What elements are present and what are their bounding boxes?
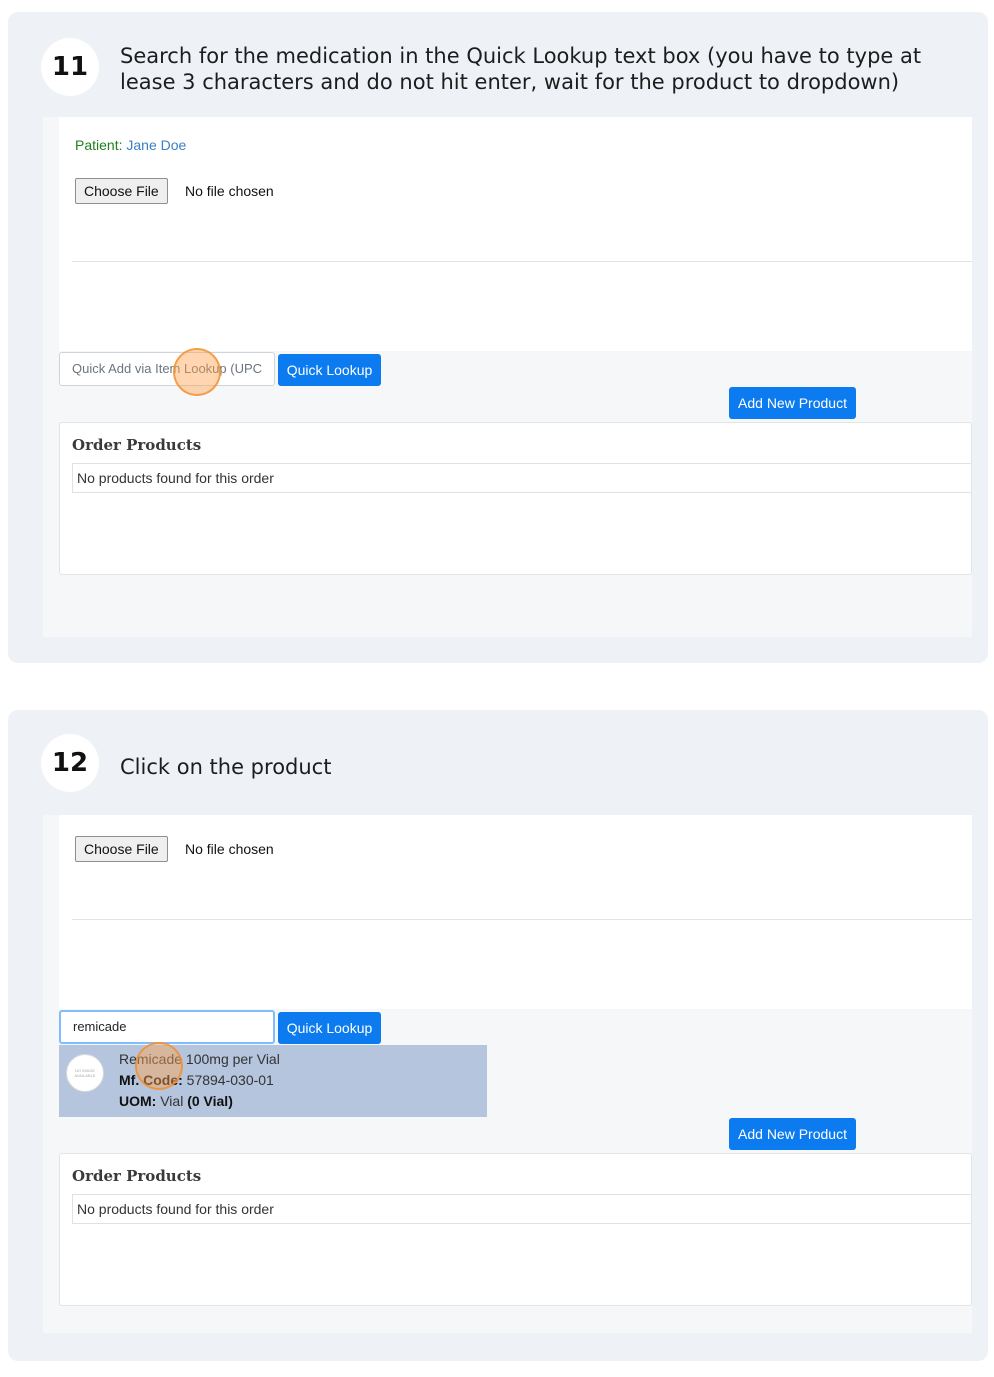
add-new-product-button[interactable]: Add New Product — [729, 1118, 856, 1150]
uom-label: UOM: — [119, 1093, 157, 1109]
patient-info — [75, 137, 186, 153]
order-products-title: Order Products — [72, 436, 202, 454]
quick-add-search-input[interactable]: remicade — [59, 1010, 275, 1044]
product-name: Remicade 100mg per Vial — [119, 1051, 280, 1067]
step-instruction: Search for the medication in the Quick Lookup text box (you have to type at lease 3 characters and do not hit enter, wait for the product to dropdown) — [120, 44, 922, 94]
click-indicator — [173, 348, 221, 396]
product-uom — [119, 1093, 233, 1109]
order-form-panel — [59, 815, 972, 1009]
order-form-panel — [59, 117, 972, 351]
uom-value: Vial — [160, 1093, 184, 1109]
order-products-empty-row: No products found for this order — [72, 1194, 971, 1224]
file-status-text: No file chosen — [185, 841, 274, 857]
order-products-title: Order Products — [72, 1167, 202, 1185]
quick-lookup-button[interactable]: Quick Lookup — [278, 1012, 381, 1044]
click-indicator — [135, 1042, 183, 1090]
order-products-panel — [59, 1153, 972, 1306]
product-thumbnail: NO IMAGE AVAILABLE — [66, 1054, 104, 1092]
uom-quantity: (0 Vial) — [187, 1093, 233, 1109]
quick-add-search-input[interactable]: Quick Add via Item Lookup (UPC — [59, 352, 275, 386]
divider — [72, 919, 972, 920]
quick-lookup-button[interactable]: Quick Lookup — [278, 354, 381, 386]
choose-file-button[interactable]: Choose File — [75, 178, 168, 204]
step-number-badge: 11 — [41, 38, 99, 96]
file-status-text: No file chosen — [185, 183, 274, 199]
product-dropdown-item[interactable] — [59, 1045, 487, 1117]
order-products-empty-row: No products found for this order — [72, 463, 971, 493]
patient-label: Patient: — [75, 137, 123, 153]
step-12-card — [8, 710, 988, 1361]
add-new-product-button[interactable]: Add New Product — [729, 387, 856, 419]
order-products-panel — [59, 422, 972, 575]
step-12-screenshot — [43, 815, 972, 1333]
step-number-badge: 12 — [41, 734, 99, 792]
divider — [72, 261, 972, 262]
step-11-card — [8, 12, 988, 663]
step-11-screenshot — [43, 117, 972, 637]
step-instruction: Click on the product — [120, 755, 332, 779]
patient-name-link[interactable]: Jane Doe — [126, 137, 187, 153]
mfr-code-label: Mf. Code: — [119, 1072, 183, 1088]
choose-file-button[interactable]: Choose File — [75, 836, 168, 862]
mfr-code-value: 57894-030-01 — [186, 1072, 274, 1088]
